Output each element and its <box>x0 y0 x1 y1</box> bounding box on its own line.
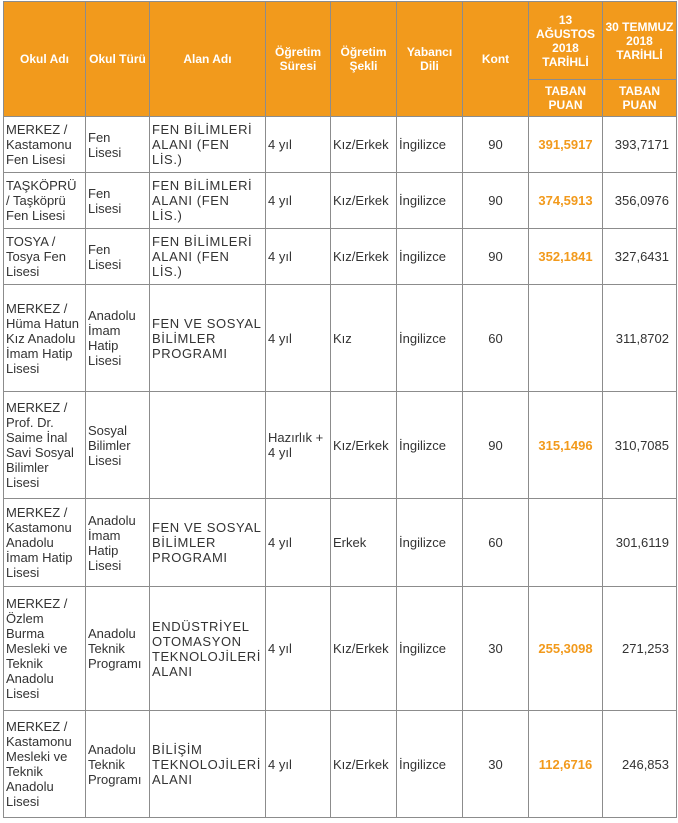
header-ogretim-sekli: Öğretim Şekli <box>331 2 397 117</box>
field-name-cell: FEN BİLİMLERİ ALANI (FEN LİS.) <box>150 229 266 285</box>
language-cell: İngilizce <box>397 587 463 711</box>
quota-cell: 60 <box>463 285 529 392</box>
school-name-cell: MERKEZ / Prof. Dr. Saime İnal Savi Sosyal Bilimler Lisesi <box>4 392 86 499</box>
header-yabanci-dili: Yabancı Dili <box>397 2 463 117</box>
score-jul-cell: 393,7171 <box>603 117 677 173</box>
duration-cell: 4 yıl <box>266 285 331 392</box>
quota-cell: 90 <box>463 117 529 173</box>
language-cell: İngilizce <box>397 285 463 392</box>
score-jul-cell: 356,0976 <box>603 173 677 229</box>
school-name-cell: TOSYA / Tosya Fen Lisesi <box>4 229 86 285</box>
school-name-cell: MERKEZ / Kastamonu Anadolu İmam Hatip Lisesi <box>4 499 86 587</box>
language-cell: İngilizce <box>397 711 463 818</box>
score-jul-cell: 301,6119 <box>603 499 677 587</box>
school-scores-table <box>3 1 677 818</box>
quota-cell: 30 <box>463 587 529 711</box>
header-ogretim-suresi: Öğretim Süresi <box>266 2 331 117</box>
gender-cell: Kız <box>331 285 397 392</box>
school-name-cell: MERKEZ / Hüma Hatun Kız Anadolu İmam Hatip Lisesi <box>4 285 86 392</box>
duration-cell: 4 yıl <box>266 587 331 711</box>
gender-cell: Kız/Erkek <box>331 711 397 818</box>
score-aug-cell: 374,5913 <box>529 173 603 229</box>
school-name-cell: TAŞKÖPRÜ / Taşköprü Fen Lisesi <box>4 173 86 229</box>
header-okul-adi: Okul Adı <box>4 2 86 117</box>
score-jul-cell: 311,8702 <box>603 285 677 392</box>
quota-cell: 30 <box>463 711 529 818</box>
language-cell: İngilizce <box>397 117 463 173</box>
school-type-cell: Fen Lisesi <box>86 173 150 229</box>
duration-cell: Hazırlık + 4 yıl <box>266 392 331 499</box>
school-type-cell: Anadolu İmam Hatip Lisesi <box>86 499 150 587</box>
table-row <box>4 587 677 711</box>
duration-cell: 4 yıl <box>266 711 331 818</box>
score-aug-cell <box>529 499 603 587</box>
field-name-cell: BİLİŞİM TEKNOLOJİLERİ ALANI <box>150 711 266 818</box>
duration-cell: 4 yıl <box>266 229 331 285</box>
gender-cell: Kız/Erkek <box>331 173 397 229</box>
header-alan-adi: Alan Adı <box>150 2 266 117</box>
school-type-cell: Anadolu İmam Hatip Lisesi <box>86 285 150 392</box>
score-jul-cell: 327,6431 <box>603 229 677 285</box>
header-kont: Kont <box>463 2 529 117</box>
school-type-cell: Fen Lisesi <box>86 229 150 285</box>
quota-cell: 90 <box>463 392 529 499</box>
duration-cell: 4 yıl <box>266 499 331 587</box>
header-okul-turu: Okul Türü <box>86 2 150 117</box>
header-row <box>4 2 677 80</box>
header-taban-puan-aug: TABAN PUAN <box>529 80 603 117</box>
header-taban-puan-jul: TABAN PUAN <box>603 80 677 117</box>
language-cell: İngilizce <box>397 392 463 499</box>
table-body <box>4 117 677 818</box>
table-row <box>4 117 677 173</box>
quota-cell: 90 <box>463 229 529 285</box>
score-aug-cell: 315,1496 <box>529 392 603 499</box>
field-name-cell: FEN VE SOSYAL BİLİMLER PROGRAMI <box>150 285 266 392</box>
school-name-cell: MERKEZ / Kastamonu Mesleki ve Teknik Anadolu Lisesi <box>4 711 86 818</box>
language-cell: İngilizce <box>397 229 463 285</box>
school-type-cell: Fen Lisesi <box>86 117 150 173</box>
school-type-cell: Sosyal Bilimler Lisesi <box>86 392 150 499</box>
table-row <box>4 285 677 392</box>
gender-cell: Kız/Erkek <box>331 587 397 711</box>
language-cell: İngilizce <box>397 173 463 229</box>
field-name-cell: ENDÜSTRİYEL OTOMASYON TEKNOLOJİLERİ ALANI <box>150 587 266 711</box>
header-date-aug: 13 AĞUSTOS 2018 TARİHLİ <box>529 2 603 80</box>
score-aug-cell: 255,3098 <box>529 587 603 711</box>
gender-cell: Kız/Erkek <box>331 392 397 499</box>
gender-cell: Kız/Erkek <box>331 229 397 285</box>
score-jul-cell: 310,7085 <box>603 392 677 499</box>
field-name-cell: FEN BİLİMLERİ ALANI (FEN LİS.) <box>150 173 266 229</box>
school-type-cell: Anadolu Teknik Programı <box>86 587 150 711</box>
school-name-cell: MERKEZ / Kastamonu Fen Lisesi <box>4 117 86 173</box>
field-name-cell <box>150 392 266 499</box>
school-name-cell: MERKEZ / Özlem Burma Mesleki ve Teknik Anadolu Lisesi <box>4 587 86 711</box>
score-jul-cell: 246,853 <box>603 711 677 818</box>
duration-cell: 4 yıl <box>266 173 331 229</box>
score-jul-cell: 271,253 <box>603 587 677 711</box>
table-row <box>4 173 677 229</box>
table-row <box>4 229 677 285</box>
school-type-cell: Anadolu Teknik Programı <box>86 711 150 818</box>
table-row <box>4 711 677 818</box>
table-row <box>4 392 677 499</box>
gender-cell: Kız/Erkek <box>331 117 397 173</box>
score-aug-cell: 391,5917 <box>529 117 603 173</box>
score-aug-cell <box>529 285 603 392</box>
duration-cell: 4 yıl <box>266 117 331 173</box>
header-date-jul: 30 TEMMUZ 2018 TARİHLİ <box>603 2 677 80</box>
field-name-cell: FEN VE SOSYAL BİLİMLER PROGRAMI <box>150 499 266 587</box>
language-cell: İngilizce <box>397 499 463 587</box>
gender-cell: Erkek <box>331 499 397 587</box>
field-name-cell: FEN BİLİMLERİ ALANI (FEN LİS.) <box>150 117 266 173</box>
table-row <box>4 499 677 587</box>
quota-cell: 90 <box>463 173 529 229</box>
score-aug-cell: 112,6716 <box>529 711 603 818</box>
score-aug-cell: 352,1841 <box>529 229 603 285</box>
quota-cell: 60 <box>463 499 529 587</box>
